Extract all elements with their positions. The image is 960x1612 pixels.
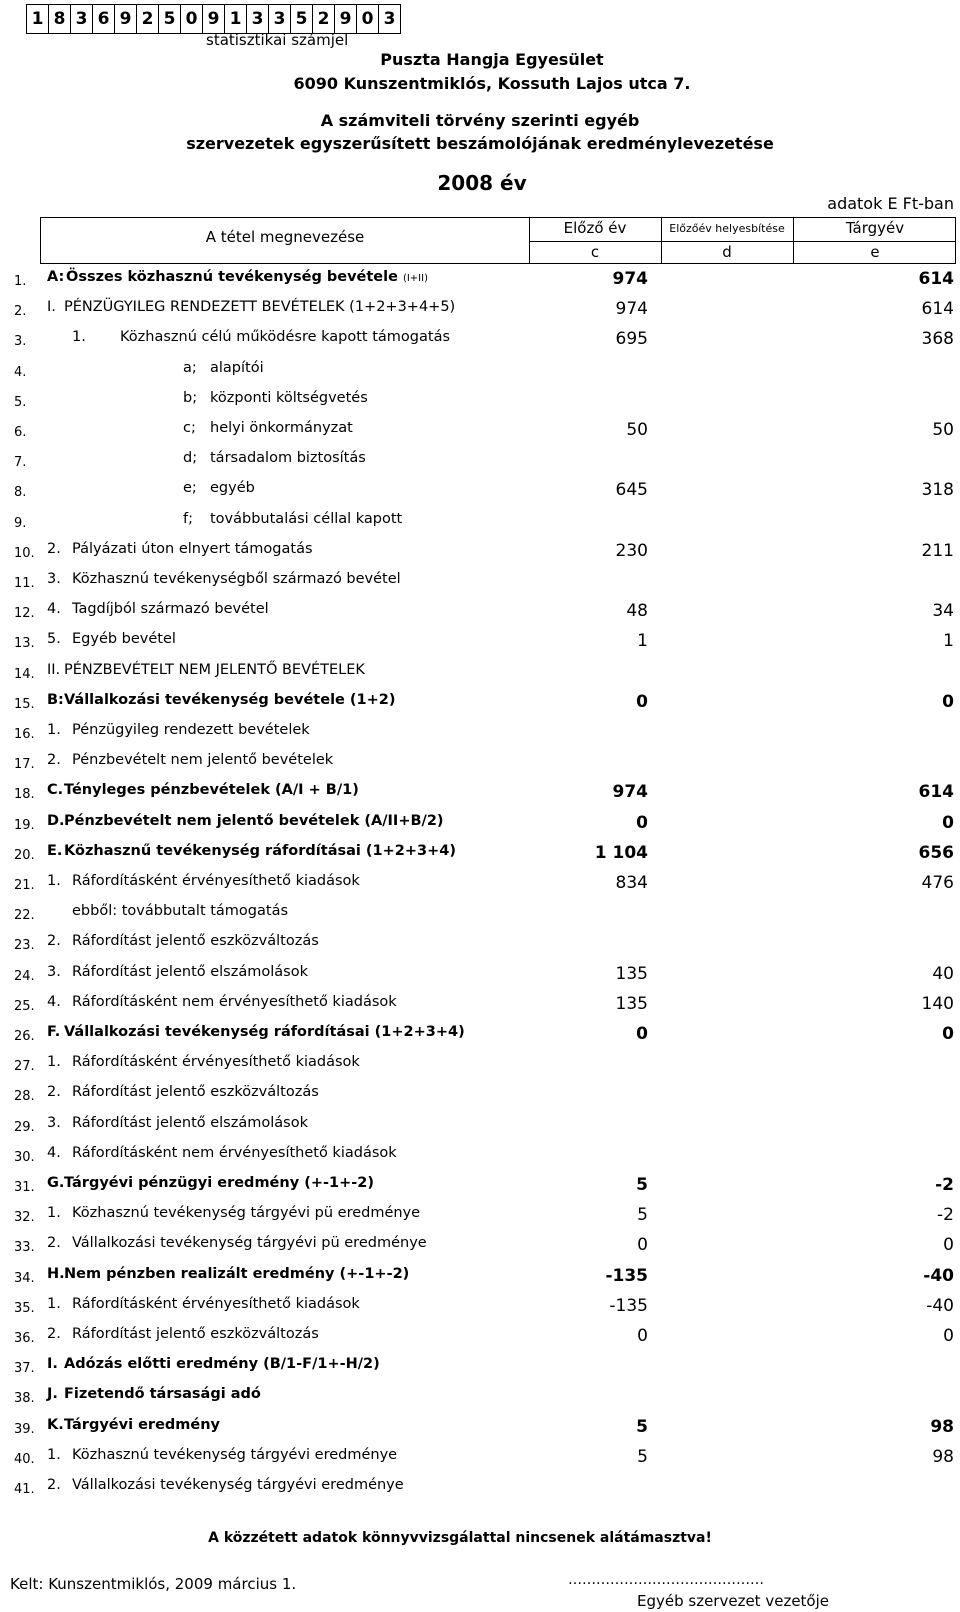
row-label: Ráfordításként nem érvényesíthető kiadások	[72, 1144, 397, 1161]
header-col-e: e	[870, 243, 880, 261]
previous-year-value: 695	[615, 329, 648, 350]
row-number: 10.	[14, 545, 35, 561]
row-label: Ráfordítást jelentő eszközváltozás	[72, 1326, 319, 1342]
row-number: 1.	[14, 274, 27, 289]
row-label: Közhasznű tevékenység ráfordításai (1+2+3+4)	[64, 842, 456, 859]
stat-digit: 6	[93, 5, 115, 33]
row-marker: c;	[183, 420, 196, 436]
row-label: Ráfordításként nem érvényesíthető kiadások	[72, 993, 397, 1010]
table-row	[0, 747, 960, 777]
header-item-name: A tétel megnevezése	[205, 228, 365, 246]
previous-year-value: 974	[612, 782, 648, 803]
row-marker: 2.	[47, 1326, 61, 1342]
row-label: Közhasznú tevékenység tárgyévi eredménye	[72, 1446, 398, 1463]
row-number: 33.	[14, 1240, 35, 1256]
table-row	[0, 415, 960, 445]
stat-digit: 5	[159, 5, 181, 33]
stat-digit: 5	[291, 5, 313, 33]
row-number: 7.	[14, 455, 27, 471]
row-number: 12.	[14, 606, 35, 622]
row-label: Pénzügyileg rendezett bevételek	[72, 722, 310, 738]
row-marker: 1.	[47, 722, 61, 738]
previous-year-value: 5	[636, 1416, 648, 1437]
row-label: Tárgyévi eredmény	[64, 1416, 221, 1433]
row-label: Vállalkozási tevékenység bevétele (1+2)	[64, 691, 396, 708]
current-year-value: 368	[921, 329, 954, 350]
row-label: helyi önkormányzat	[210, 420, 353, 436]
header-col-c: c	[590, 243, 600, 261]
report-title-line1: A számviteli törvény szerinti egyéb	[320, 111, 640, 130]
row-number: 16.	[14, 727, 35, 742]
previous-year-value: 974	[612, 269, 648, 289]
row-number: 34.	[14, 1270, 35, 1286]
row-label: Tagdíjból származó bevétel	[72, 601, 269, 618]
row-label: Közhasznú tevékenység tárgyévi pü eredménye	[72, 1205, 421, 1222]
previous-year-value: 135	[615, 963, 648, 984]
previous-year-value: 0	[636, 691, 648, 712]
current-year-value: 614	[921, 299, 954, 320]
row-number: 17.	[14, 757, 35, 773]
row-number: 28.	[14, 1089, 35, 1105]
table-row	[0, 898, 960, 928]
row-number: 39.	[14, 1421, 35, 1437]
row-label: Pályázati úton elnyert támogatás	[72, 540, 313, 557]
row-marker: 1.	[47, 1295, 61, 1312]
row-number: 27.	[14, 1059, 35, 1075]
row-number: 9.	[14, 515, 27, 531]
row-marker: 1.	[72, 329, 86, 346]
current-year-value: 476	[921, 873, 954, 893]
previous-year-value: 48	[626, 601, 648, 622]
signature-line: ……………………………………	[568, 1572, 764, 1588]
table-row	[0, 1140, 960, 1170]
table-row	[0, 928, 960, 958]
current-year-value: 98	[930, 1416, 954, 1437]
stat-digit: 1	[225, 5, 247, 33]
row-label: Tárgyévi pénzügyi eredmény (+-1+-2)	[64, 1175, 374, 1191]
previous-year-value: 135	[615, 993, 648, 1014]
header-current-year: Tárgyév	[845, 219, 905, 237]
row-marker: 1.	[47, 1054, 61, 1071]
current-year-value: 0	[942, 812, 954, 833]
row-marker: F.	[47, 1024, 61, 1040]
table-row	[0, 1019, 960, 1049]
row-label: továbbutalási céllal kapott	[210, 510, 403, 527]
row-marker: b;	[183, 389, 198, 406]
units-note: adatok E Ft-ban	[827, 194, 954, 213]
row-number: 24.	[14, 968, 35, 984]
row-label: Ráfordításként érvényesíthető kiadások	[72, 1054, 360, 1071]
row-number: 13.	[14, 636, 35, 652]
current-year-value: 614	[918, 269, 954, 289]
table-row	[0, 1079, 960, 1109]
row-label: PÉNZÜGYILEG RENDEZETT BEVÉTELEK (1+2+3+4+5)	[64, 299, 456, 316]
organization-name: Puszta Hangja Egyesület	[380, 50, 604, 69]
previous-year-value: 0	[636, 1024, 648, 1044]
row-marker: f;	[183, 510, 193, 527]
table-row	[0, 445, 960, 475]
stat-digit: 3	[71, 5, 93, 33]
row-label: Ráfordítást jelentő eszközváltozás	[72, 1084, 319, 1101]
table-row	[0, 626, 960, 656]
table-row	[0, 475, 960, 505]
previous-year-value: 5	[636, 1175, 648, 1195]
row-label: Pénzbevételt nem jelentő bevételek	[72, 752, 334, 769]
current-year-value: 318	[921, 480, 954, 501]
table-row	[0, 1381, 960, 1411]
row-label: Vállalkozási tevékenység tárgyévi pü eredménye	[72, 1235, 427, 1252]
previous-year-value: 5	[637, 1205, 648, 1226]
row-number: 26.	[14, 1029, 35, 1044]
previous-year-value: 1 104	[594, 842, 648, 863]
row-number: 40.	[14, 1451, 35, 1467]
stat-digit: 3	[379, 5, 401, 33]
row-marker: H.	[47, 1265, 65, 1282]
row-label: társadalom biztosítás	[210, 450, 366, 467]
row-number: 38.	[14, 1391, 35, 1407]
row-marker: I.	[47, 299, 56, 316]
row-marker: 5.	[47, 631, 61, 648]
row-marker: 4.	[47, 601, 61, 618]
row-marker: B:	[47, 691, 64, 708]
row-label: Közhasznú célú működésre kapott támogatás	[120, 329, 451, 346]
table-row	[0, 717, 960, 747]
current-year-value: 34	[932, 601, 954, 622]
current-year-value: -2	[937, 1205, 954, 1226]
row-marker: 2.	[47, 933, 61, 950]
current-year-value: 0	[943, 1326, 954, 1346]
row-label: Ráfordításként érvényesíthető kiadások	[72, 1295, 360, 1312]
row-label: ebből: továbbutalt támogatás	[72, 903, 289, 920]
row-marker: e;	[183, 480, 197, 497]
previous-year-value: 974	[615, 299, 648, 320]
row-label: Vállalkozási tevékenység ráfordításai (1+2+3+4)	[64, 1024, 465, 1040]
place-and-date: Kelt: Kunszentmiklós, 2009 március 1.	[10, 1575, 297, 1593]
row-marker: 1.	[47, 873, 61, 889]
table-row	[0, 1321, 960, 1351]
row-marker: 1.	[47, 1446, 61, 1463]
row-marker: D.	[47, 812, 65, 829]
row-marker: J.	[47, 1386, 58, 1403]
report-year: 2008 év	[437, 171, 527, 195]
row-number: 32.	[14, 1210, 35, 1226]
table-row	[0, 596, 960, 626]
row-number: 21.	[14, 878, 35, 893]
row-number: 30.	[14, 1149, 35, 1165]
row-marker: 4.	[47, 1144, 61, 1161]
table-row	[0, 1261, 960, 1291]
row-label: egyéb	[210, 480, 255, 497]
table-row	[0, 536, 960, 566]
current-year-value: 656	[918, 842, 954, 863]
previous-year-value: 0	[637, 1235, 648, 1256]
table-row	[0, 959, 960, 989]
row-number: 31.	[14, 1180, 35, 1195]
table-row	[0, 1230, 960, 1260]
stat-digit: 2	[313, 5, 335, 33]
current-year-value: 40	[932, 963, 954, 984]
previous-year-value: 230	[615, 540, 648, 561]
row-marker: 2.	[47, 540, 61, 557]
row-label: Fizetendő társasági adó	[64, 1386, 261, 1403]
stat-digit: 0	[181, 5, 203, 33]
stat-digit: 3	[269, 5, 291, 33]
previous-year-value: 1	[637, 631, 648, 652]
stat-digit: 1	[27, 5, 49, 33]
row-number: 23.	[14, 938, 35, 954]
row-label: Közhasznú tevékenységből származó bevétel	[72, 571, 401, 587]
stat-digit: 8	[49, 5, 71, 33]
table-row	[0, 385, 960, 415]
previous-year-value: 5	[637, 1446, 648, 1467]
current-year-value: 1	[943, 631, 954, 652]
table-row	[0, 264, 960, 294]
table-row	[0, 1049, 960, 1079]
row-marker: d;	[183, 450, 198, 467]
row-number: 22.	[14, 908, 35, 924]
table-row	[0, 687, 960, 717]
row-number: 20.	[14, 847, 35, 863]
table-row	[0, 1472, 960, 1502]
row-marker: II.	[47, 661, 61, 678]
stat-digit: 0	[357, 5, 379, 33]
column-header	[40, 217, 956, 264]
row-marker: 2.	[47, 1477, 61, 1493]
row-marker: 3.	[47, 963, 61, 980]
row-number: 35.	[14, 1300, 35, 1316]
stat-digit: 2	[137, 5, 159, 33]
signature-title: Egyéb szervezet vezetője	[637, 1592, 829, 1610]
row-label: Egyéb bevétel	[72, 631, 176, 648]
current-year-value: 0	[943, 1235, 954, 1256]
row-label: Összes közhasznú tevékenység bevétele	[66, 269, 398, 285]
current-year-value: -2	[935, 1175, 954, 1195]
table-row	[0, 355, 960, 385]
table-row	[0, 1200, 960, 1230]
row-marker: C.	[47, 782, 64, 799]
row-number: 36.	[14, 1331, 35, 1346]
previous-year-value: 645	[615, 480, 648, 501]
row-label: központi költségvetés	[210, 389, 368, 406]
row-label-note: (I+II)	[402, 273, 428, 284]
statistical-number-label: statisztikai számjel	[206, 31, 349, 49]
previous-year-value: -135	[605, 1265, 648, 1286]
table-row	[0, 868, 960, 898]
previous-year-value: 834	[615, 873, 648, 893]
table-row	[0, 1351, 960, 1381]
row-number: 2.	[14, 304, 27, 320]
current-year-value: -40	[923, 1265, 954, 1286]
row-number: 19.	[14, 817, 35, 833]
table-row	[0, 838, 960, 868]
row-label: Tényleges pénzbevételek (A/I + B/1)	[64, 782, 359, 799]
row-label: alapítói	[210, 359, 264, 376]
current-year-value: 0	[942, 691, 954, 712]
row-number: 18.	[14, 787, 35, 803]
report-title-line2: szervezetek egyszerűsített beszámolójának eredménylevezetése	[186, 134, 774, 153]
header-col-d: d	[722, 243, 732, 261]
row-label: PÉNZBEVÉTELT NEM JELENTŐ BEVÉTELEK	[64, 661, 365, 678]
current-year-value: 50	[932, 420, 954, 440]
row-label: Ráfordítást jelentő eszközváltozás	[72, 933, 319, 950]
row-number: 5.	[14, 394, 27, 410]
row-number: 37.	[14, 1361, 35, 1377]
row-number: 41.	[14, 1482, 35, 1497]
table-row	[0, 808, 960, 838]
row-marker: K.	[47, 1416, 64, 1433]
table-row	[0, 1291, 960, 1321]
header-previous-year-correction: Előzőév helyesbítése	[669, 222, 785, 235]
current-year-value: 614	[918, 782, 954, 803]
previous-year-value: 50	[626, 420, 648, 440]
row-marker: 1.	[47, 1205, 61, 1222]
table-row	[0, 1110, 960, 1140]
row-marker: 3.	[47, 571, 61, 587]
row-number: 4.	[14, 364, 27, 380]
row-label: Vállalkozási tevékenység tárgyévi eredménye	[72, 1477, 404, 1493]
current-year-value: 0	[942, 1024, 954, 1044]
row-label: Ráfordítást jelentő elszámolások	[72, 1114, 308, 1131]
row-marker: G.	[47, 1175, 65, 1191]
row-label: Ráfordításként érvényesíthető kiadások	[72, 873, 360, 889]
table-row	[0, 506, 960, 536]
current-year-value: 98	[932, 1446, 954, 1467]
row-number: 8.	[14, 485, 27, 501]
table-row	[0, 1170, 960, 1200]
stat-digit: 3	[247, 5, 269, 33]
row-label: Ráfordítást jelentő elszámolások	[72, 963, 308, 980]
stat-digit: 9	[335, 5, 357, 33]
row-label: Adózás előtti eredmény (B/1-F/1+-H/2)	[64, 1356, 380, 1373]
table-row	[0, 657, 960, 687]
row-label: Nem pénzben realizált eredmény (+-1+-2)	[64, 1265, 410, 1282]
previous-year-value: -135	[609, 1295, 648, 1316]
current-year-value: 140	[921, 993, 954, 1014]
current-year-value: 211	[921, 540, 954, 561]
table-row	[0, 1442, 960, 1472]
previous-year-value: 0	[637, 1326, 648, 1346]
current-year-value: -40	[926, 1295, 954, 1316]
audit-note: A közzétett adatok könnyvvizsgálattal nincsenek alátámasztva!	[208, 1530, 712, 1546]
table-row	[0, 566, 960, 596]
row-number: 25.	[14, 998, 35, 1014]
row-marker: 2.	[47, 1235, 61, 1252]
row-number: 29.	[14, 1119, 35, 1135]
row-marker: I.	[47, 1356, 58, 1373]
row-number: 3.	[14, 334, 27, 350]
organization-address: 6090 Kunszentmiklós, Kossuth Lajos utca 7.	[293, 74, 691, 93]
row-marker: E.	[47, 842, 63, 859]
row-number: 6.	[14, 425, 27, 440]
table-row	[0, 989, 960, 1019]
stat-digit: 9	[115, 5, 137, 33]
row-marker: a;	[183, 359, 197, 376]
table-row	[0, 294, 960, 324]
row-marker: 4.	[47, 993, 61, 1010]
row-marker: A:	[47, 269, 65, 285]
row-number: 11.	[14, 576, 35, 591]
row-number: 14.	[14, 666, 35, 682]
table-row	[0, 1412, 960, 1442]
previous-year-value: 0	[636, 812, 648, 833]
row-marker: 2.	[47, 1084, 61, 1101]
header-previous-year: Előző év	[563, 219, 627, 237]
table-row	[0, 324, 960, 354]
row-label: Pénzbevételt nem jelentő bevételek (A/II+B/2)	[64, 812, 444, 829]
row-number: 15.	[14, 696, 35, 712]
stat-digit: 9	[203, 5, 225, 33]
statistical-number-boxes	[26, 4, 401, 34]
row-marker: 3.	[47, 1114, 61, 1131]
table-row	[0, 777, 960, 807]
row-marker: 2.	[47, 752, 61, 769]
